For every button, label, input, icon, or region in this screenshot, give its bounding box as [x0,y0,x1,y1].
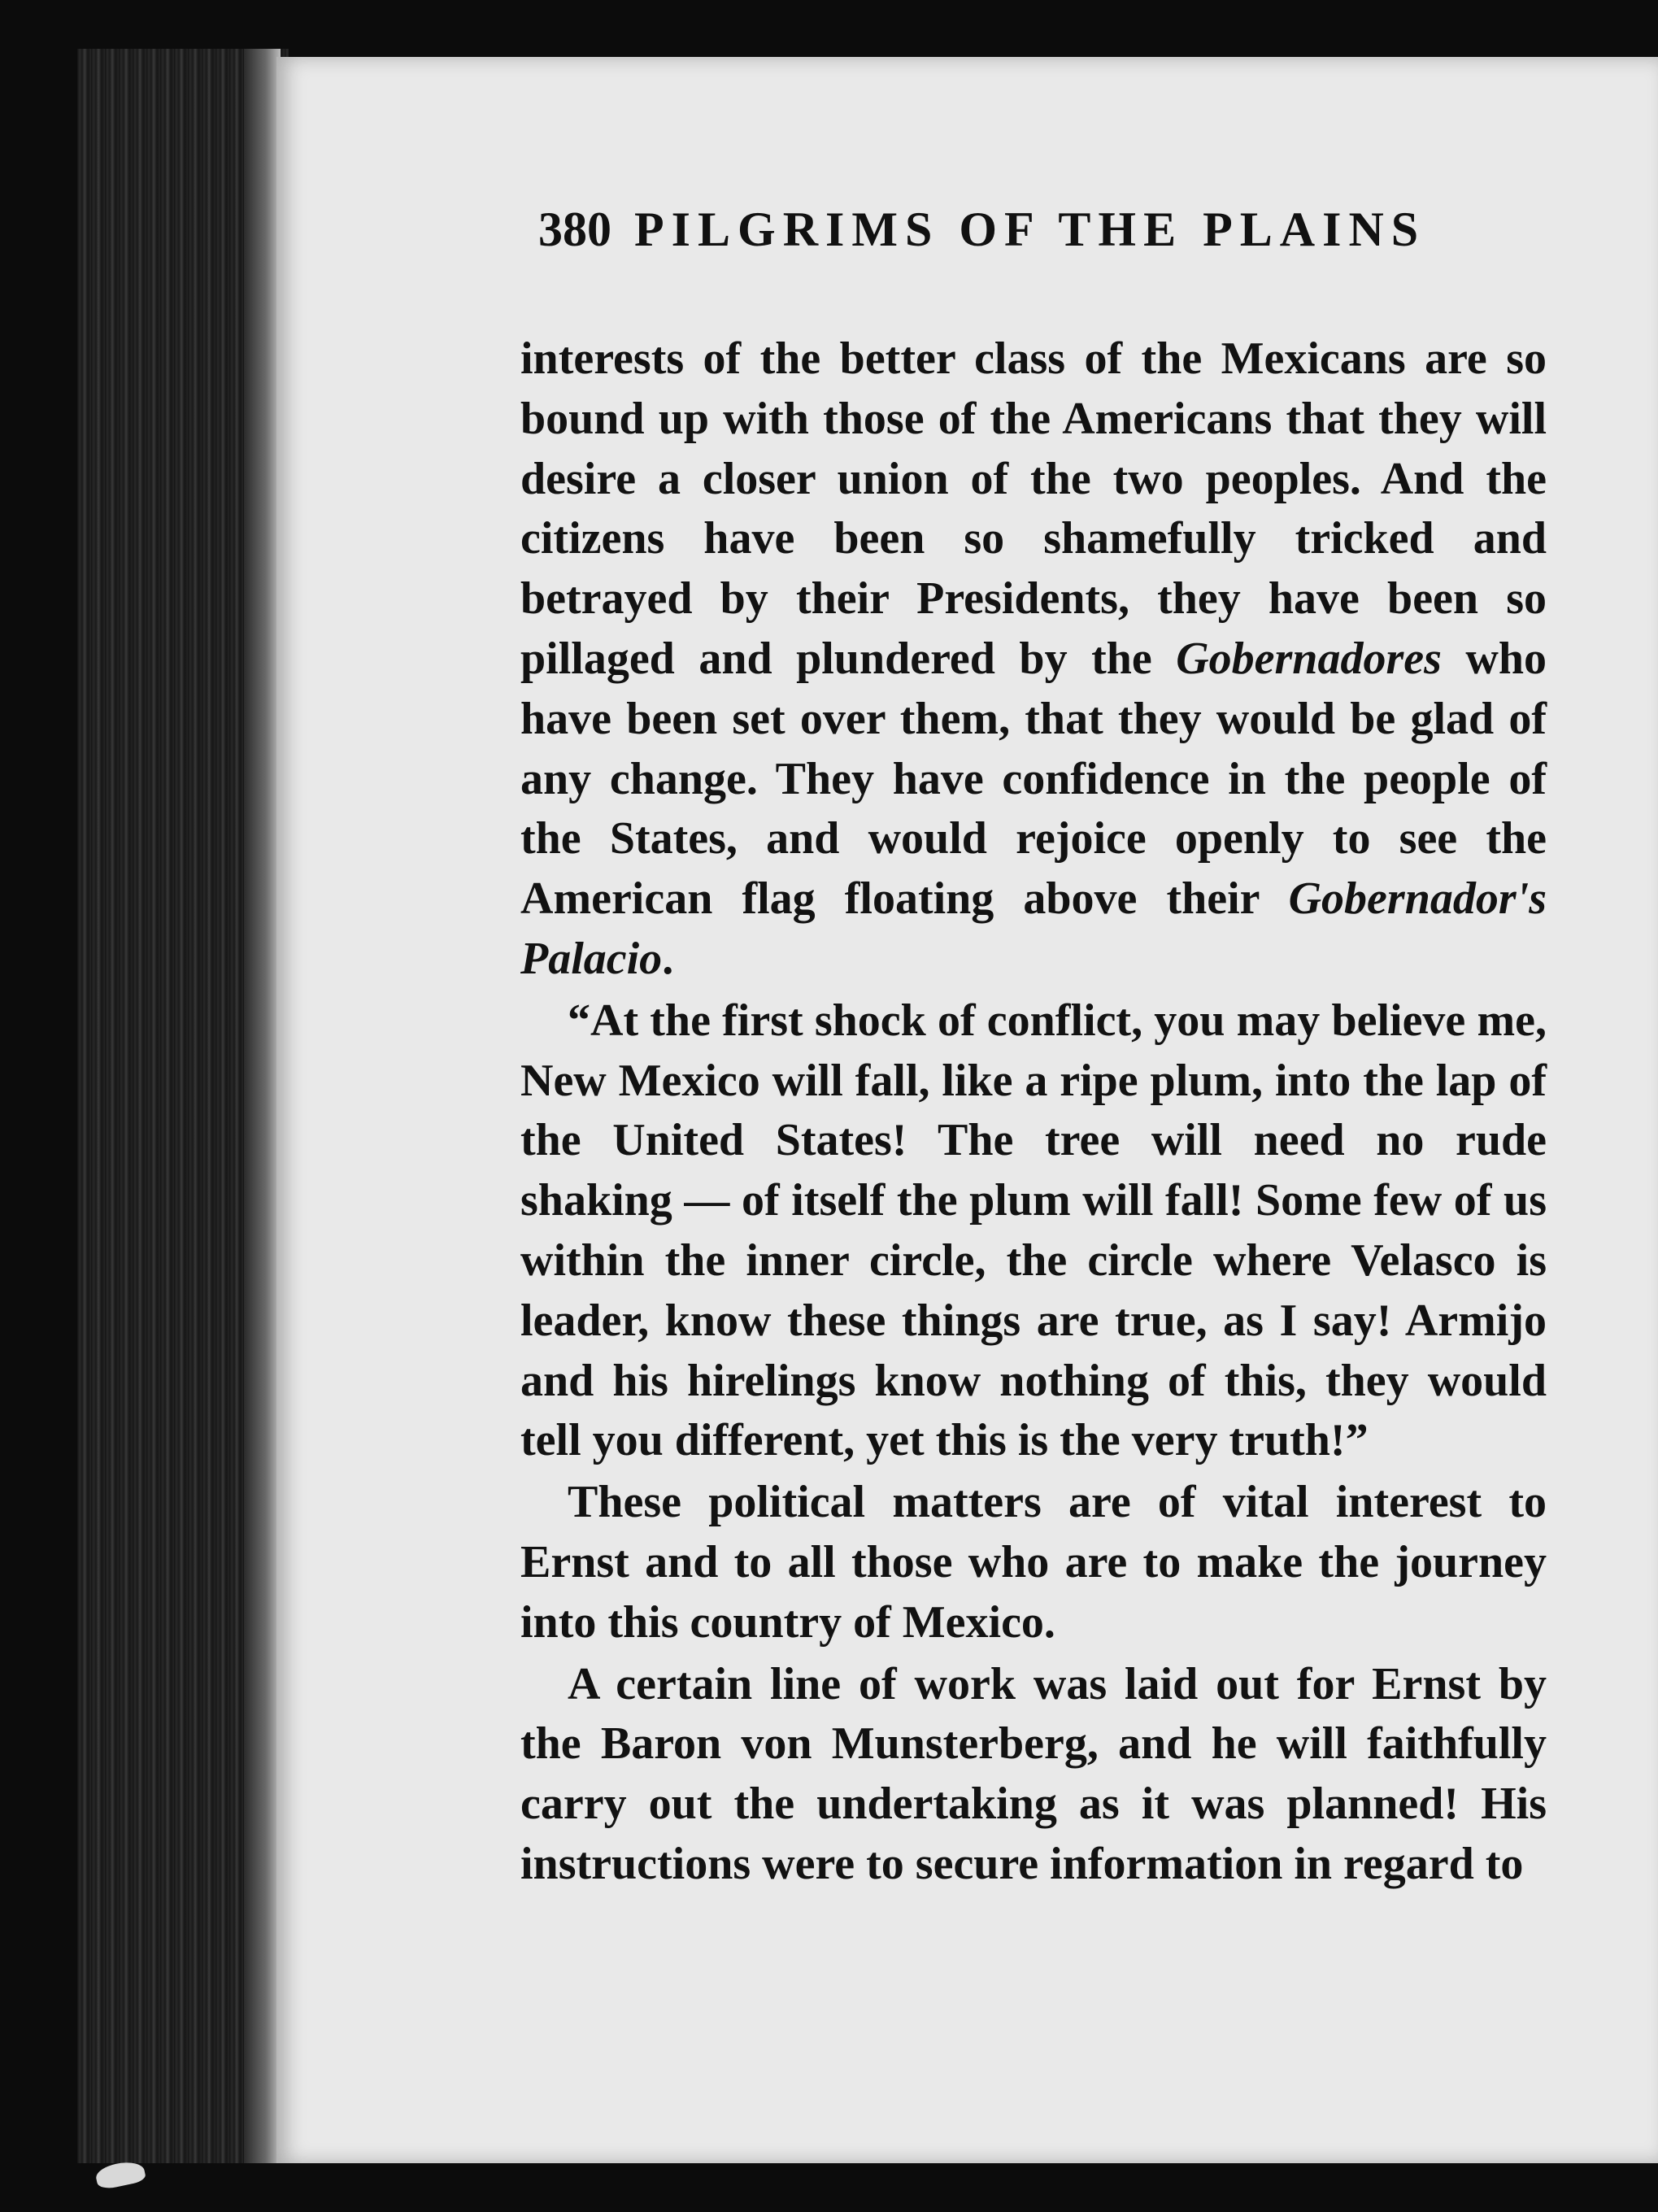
paragraph-2 [520,991,1547,1471]
paragraph-4 [520,1655,1547,1895]
paragraph-3 [520,1473,1547,1652]
text-run: interests of the better class of the Mexicans are so bound up with those of the Americans that they will desire a closer union of the two peoples. And the citizens have been so shamefully tricked and betrayed by their Presidents, they have been so pillaged and plundered by the [520,333,1547,684]
paragraph-1 [520,329,1547,990]
text-run: who have been set over them, that they would be glad of any change. They have confidence in the people of the States, and would rejoice openly to see the American flag floating above their [520,633,1547,925]
book-page [276,57,1658,2163]
running-title: PILGRIMS OF THE PLAINS [634,202,1426,256]
italic-term: Gobernador's Palacio [520,873,1547,984]
page-number: 380 [538,202,611,256]
body-text [520,329,1547,1896]
scan-artifact [94,2158,147,2191]
text-run: . [662,933,674,984]
text-run: A certain line of work was laid out for Ernst by the Baron von Munsterberg, and he will faithfully carry out the undertaking as it was planned! His instructions were to secure information in regard to [520,1658,1547,1889]
text-run: These political matters are of vital interest to Ernst and to all those who are to make the journey into this country of Mexico. [520,1477,1547,1648]
italic-term: Gobernadores [1176,633,1442,684]
running-header [538,202,1658,267]
gutter-shadow [244,49,281,2163]
text-run: “At the first shock of conflict, you may believe me, New Mexico will fall, like a ripe plum, into the lap of the United States! The tree will need no rude shaking — of itself the plum will fall! Some few of us within the inner circle, the circle where Velasco is leader, know these things are true, as I say! Armijo and his hirelings know nothing of this, they would tell you different, yet this is the very truth!” [520,995,1547,1466]
page-bottom-shadow [276,2163,1658,2212]
